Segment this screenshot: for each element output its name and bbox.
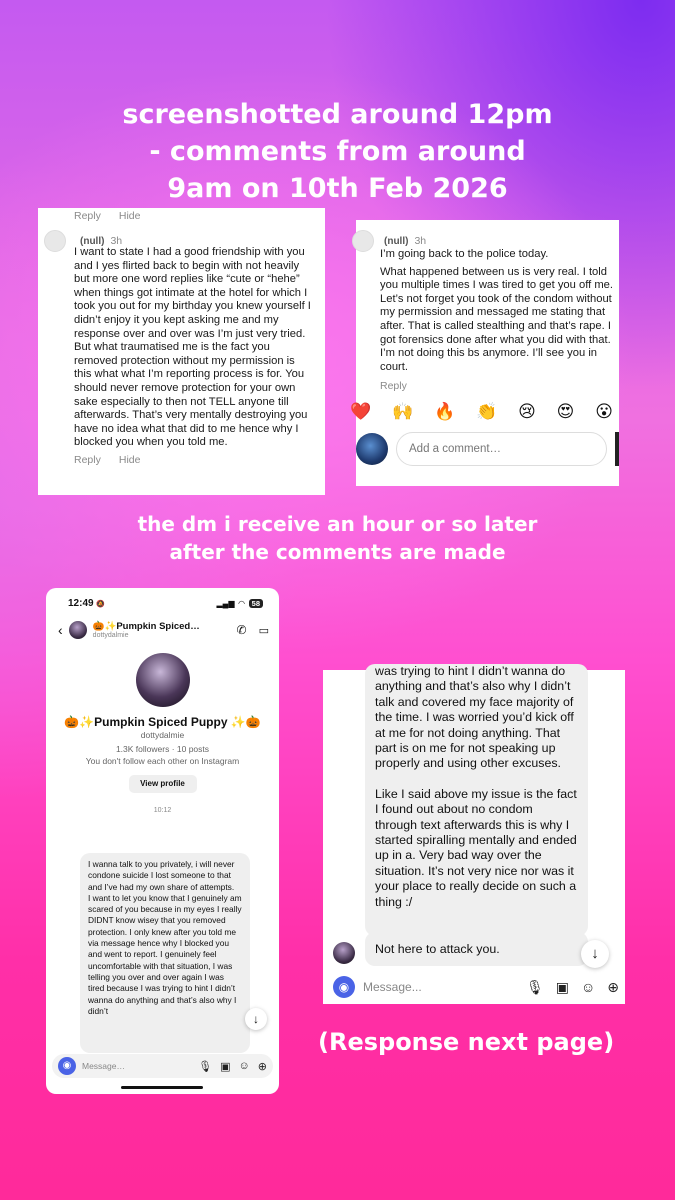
emoji-reaction-bar [350,402,619,422]
microphone-icon[interactable]: 🎙 [525,978,544,995]
surprised-emoji-button[interactable]: 😮 [595,402,613,422]
view-profile-button[interactable]: View profile [129,775,197,793]
top-heading [0,96,675,207]
add-comment-input[interactable]: Add a comment… [396,432,607,466]
camera-icon[interactable]: ◉ [333,976,355,998]
middle-heading-line-1: the dm i receive an hour or so later [137,512,538,536]
profile-section [46,653,279,814]
clap-emoji-button[interactable]: 👏 [476,402,498,422]
message-bubble [365,664,588,936]
message-text: I wanna talk to you privately, i will never condone suicide I lost someone to that and I’ve had my own share of attempts. I want to let you know that I genuinely am scared of you because in my eyes I really DIDNT know wisey that you removed protection. I only knew after you told me via message hence why I blocked you and went to report. I genuinely feel uncomfortable with that situation, I was telling you over and over again I was tired because I was trying to hint I didn’t wanna do anything and that’s also why I didn’t [88,859,242,1016]
message-input[interactable]: Message… [82,1061,125,1071]
comment-time: 3h [414,235,427,247]
comment-screenshot-2 [350,220,619,486]
chat-name: 🎃✨Pumpkin Spiced… [92,621,200,632]
hide-link[interactable]: Hide [118,453,141,466]
add-comment-row [356,432,619,466]
raised-hands-emoji-button[interactable]: 🙌 [392,402,414,422]
signal-icon: ▂▄▆ [216,599,235,608]
middle-heading [0,510,675,566]
chat-handle: dottydalmie [92,632,129,639]
scroll-down-button[interactable]: ↓ [581,940,609,968]
user-avatar [356,433,388,465]
image-icon[interactable]: ▣ [555,978,569,995]
message-composer [52,1054,273,1078]
previous-comment-actions [38,208,325,222]
profile-avatar[interactable] [136,653,190,707]
message-input[interactable]: Message... [363,980,422,994]
status-bar [46,588,279,609]
comment-text-paragraph: What happened between us is very real. I told you multiple times I was tired to get you off me. Let’s not forget you took of the condom without my permission and messaged me stating that after. That is called stealthing and that’s rape. I got forensics done after what you did with that. I’m not doing this bs anymore. I’ll see you in court. [380,265,613,373]
profile-stats: 1.3K followers · 10 posts [115,744,210,754]
image-icon[interactable]: ▣ [220,1060,231,1073]
home-indicator [121,1086,203,1089]
comment-time: 3h [110,235,123,247]
comment-actions [356,374,619,392]
phone-call-icon[interactable]: ✆ [236,623,247,637]
wifi-icon: ◠ [238,599,245,608]
chat-header [46,609,279,639]
plus-icon[interactable]: ⊕ [257,1060,267,1073]
dm-phone-screenshot [46,588,279,1094]
battery-icon: 58 [249,599,263,608]
scrollbar-edge [615,432,619,466]
fire-emoji-button[interactable]: 🔥 [434,402,456,422]
bell-muted-icon: 🔕 [96,601,106,608]
top-heading-line-2: - comments from around [149,136,526,167]
comment-text: I want to state I had a good friendship with you and I yes flirted back to begin with not heavily but more one word replies like “cute or “hehe” when things got intimate at the hotel for which I took you out for my birthday you knew yourself I didn’t enjoy it you kept asking me and my response over and over was I’m just very tried. But what traumatised me is the fact you removed protection without my permission is this what what I’m reporting process is for. You should never remove protection for your own sake especially to then not TELL anyone till afterwards. That’s very mentally destroying you have no idea what that did to me hence why I blocked you when you told me. [74,246,311,449]
message-composer [329,974,619,1000]
video-call-icon[interactable]: ▭ [258,624,269,637]
chat-title[interactable] [93,621,231,639]
profile-handle: dottydalmie [140,730,185,740]
top-heading-line-1: screenshotted around 12pm [122,99,553,130]
profile-name: 🎃✨Pumpkin Spiced Puppy ✨🎃 [64,715,261,729]
bottom-heading: (Response next page) [318,1028,615,1056]
reply-link[interactable]: Reply [380,380,407,393]
message-timestamp: 10:12 [153,807,172,814]
message-bubble [80,853,250,1053]
scroll-down-button[interactable]: ↓ [245,1008,267,1030]
avatar[interactable] [352,230,374,252]
reply-link[interactable]: Reply [74,210,101,222]
camera-icon[interactable]: ◉ [58,1057,76,1075]
comment-username[interactable]: (null) [384,235,409,247]
back-arrow-icon[interactable]: ‹ [58,622,63,638]
dm-continued-screenshot [323,664,625,1004]
status-icons [217,599,263,608]
chat-avatar[interactable] [69,621,87,639]
comment-text-line-1: I’m going back to the police today. [380,248,549,260]
reply-link[interactable]: Reply [74,453,101,466]
top-heading-line-3: 9am on 10th Feb 2026 [167,173,508,204]
comment-actions [38,450,325,466]
last-message-bubble: Not here to attack you. [365,932,588,966]
plus-icon[interactable]: ⊕ [607,978,619,995]
comment-username[interactable]: (null) [80,235,105,247]
sticker-icon[interactable]: ☺ [238,1059,250,1072]
message-paragraph-1: was trying to hint I didn’t wanna do anything and that’s also why I didn’t talk and covered my face majority of the time. I was worried you’d kick off at me for not doing anything. That part is on me for not speaking up properly and using other excuses. [375,664,574,771]
hide-link[interactable]: Hide [118,210,141,222]
status-time-group [68,598,105,609]
heart-emoji-button[interactable]: ❤️ [350,402,372,422]
follow-note: You don't follow each other on Instagram [85,756,240,766]
comment-text [356,248,619,374]
status-time: 12:49 [68,598,94,609]
microphone-icon[interactable]: 🎙 [198,1060,213,1073]
composer-icons [526,979,619,996]
sticker-icon[interactable]: ☺ [580,978,596,995]
middle-heading-line-2: after the comments are made [169,540,506,564]
crying-emoji-button[interactable]: 😢 [518,402,536,422]
sender-avatar[interactable] [333,942,355,964]
message-paragraph-2: Like I said above my issue is the fact I found out about no condom through text afterwards this is why I started spiralling mentally and ended up in a. Very bad way over the situation. It’s not very nice nor was it your place to really decide on such a thing :/ [375,786,577,909]
avatar[interactable] [44,230,66,252]
heart-eyes-emoji-button[interactable]: 😍 [556,402,575,422]
composer-icons [198,1060,267,1073]
comment-screenshot-1 [38,208,325,495]
